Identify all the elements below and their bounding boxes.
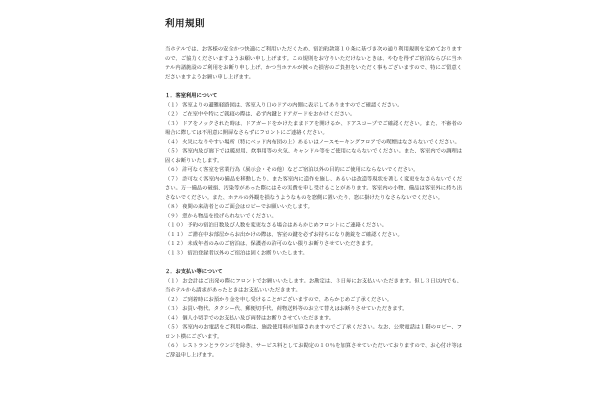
rule-item: （８） 夜間の来訪者とのご面会はロビーでお願いいたします。 <box>165 203 313 210</box>
rule-sections <box>165 91 462 360</box>
rule-item: （９） 窓から物品を投げられないでください。 <box>165 212 277 219</box>
intro-paragraph: 当ホテルでは、お客様の安全かつ快適にご利用いただくため、宿泊約款第１０条に基づき次の通り利用規則を定めておりますので、ご協力くださいますようお願い申し上げます。この規則をお守りいただけないときは、やむを得ずご宿泊ならびに当ホテル内諸施設のご利用をお断り申し上げ、かつ当ホテルが被った損害のご負担をいただく事もございますので、特にご留意くださいますようお願い申し上げます。 <box>165 46 462 80</box>
rule-item: （５） 客室内及び廊下では暖房用、炊事用等の火気、キャンドル等をご使用にならないでください。また、客室内での調理は固くお断りいたします。 <box>165 148 462 164</box>
section-heading: ２．お支払い等について <box>165 268 223 275</box>
rule-item: （１） お会計はご出発の際にフロントでお願いいたします。お勘定は、３日毎にお支払いいただきます。但し３日以内でも、当ホテルから請求があったときはお支払いいただきます。 <box>165 277 462 293</box>
rule-item: （１） 客室よりの避難経路図は、客室入り口のドアの内側に表示してありますのでご確認ください。 <box>165 101 403 108</box>
section-item-list <box>165 276 462 359</box>
rule-item: （２） ご到着時にお預かり金を申し受けることがございますので、あらかじめご了承ください。 <box>165 296 393 303</box>
rule-item: （５） 客室内のお電話をご利用の際は、施設使用料が加算されますのでご了承ください。なお、公衆電話は１階のロビー、フロント横にございます。 <box>165 324 462 340</box>
rule-item: （１２） 未成年者のみのご宿泊は、保護者の許可のない限りお断りさせていただきます。 <box>165 240 377 247</box>
document-content <box>165 16 462 360</box>
rule-item: （４） 個人小切手でのお支払い及び両替はお断りさせていただきます。 <box>165 314 335 321</box>
section-item-list <box>165 100 462 257</box>
rule-item: （７） 許可なく客室内の備品を移動したり、また客室内に造作を施し、あるいは改造等現状を著しく変更をなさらないでください。万一備品の破損、汚染等があった際にはその実費を申し受けることがあります。客室内の小物、備品は客室外に持ち出さないでください。また、ホテルの外観を損なうようなものを窓側に置いたり、窓に掛けたりなさらないでください。 <box>165 175 462 201</box>
rule-item: （６） 許可なく客室を営業行為（展示会・その他）などご宿泊以外の目的にご使用にならないでください。 <box>165 166 419 173</box>
rule-item: （４） 火災になりやすい場所（特にベッド内布団の上）あるいはノースモーキングフロアでの喫煙はなさらないでください。 <box>165 138 460 145</box>
rule-item: （１３） 宿泊登録者以外のご宿泊は固くお断りいたします。 <box>165 249 308 256</box>
rule-item: （１１） ご滞在中お部屋からお出かけの際は、客室の鍵を必ずお持ちになり施錠をご確認ください。 <box>165 231 403 238</box>
rule-item: （６） レストランとラウンジを除き、サービス料としてお勘定の１０％を加算させていただいておりますので、お心付け等はご辞退申し上げます。 <box>165 342 462 358</box>
page-title: 利用規則 <box>165 18 206 29</box>
rule-item: （３） ドアをノックされた時は、ドアガードをかけたままドアを開けるか、ドアスコープでご確認ください。また、不審者の場合に際しては不用意に開扉なさらずにフロントにご連絡ください。 <box>165 120 462 136</box>
rule-section <box>165 267 462 360</box>
rule-item: （１０） 予約の宿泊日数及び人数を変更なさる場合はあらかじめフロントにご連絡ください。 <box>165 222 387 228</box>
rule-section <box>165 91 462 258</box>
rule-item: （２） ご在室中や特にご就寝の際は、必ず内鍵とドアガードをおかけください。 <box>165 111 356 117</box>
section-heading: １．客室利用について <box>165 92 218 99</box>
rule-item: （３） お買い物代、タクシー代、郵便切手代、荷物送料等のお立て替えはお断りさせていただきます。 <box>165 305 408 312</box>
